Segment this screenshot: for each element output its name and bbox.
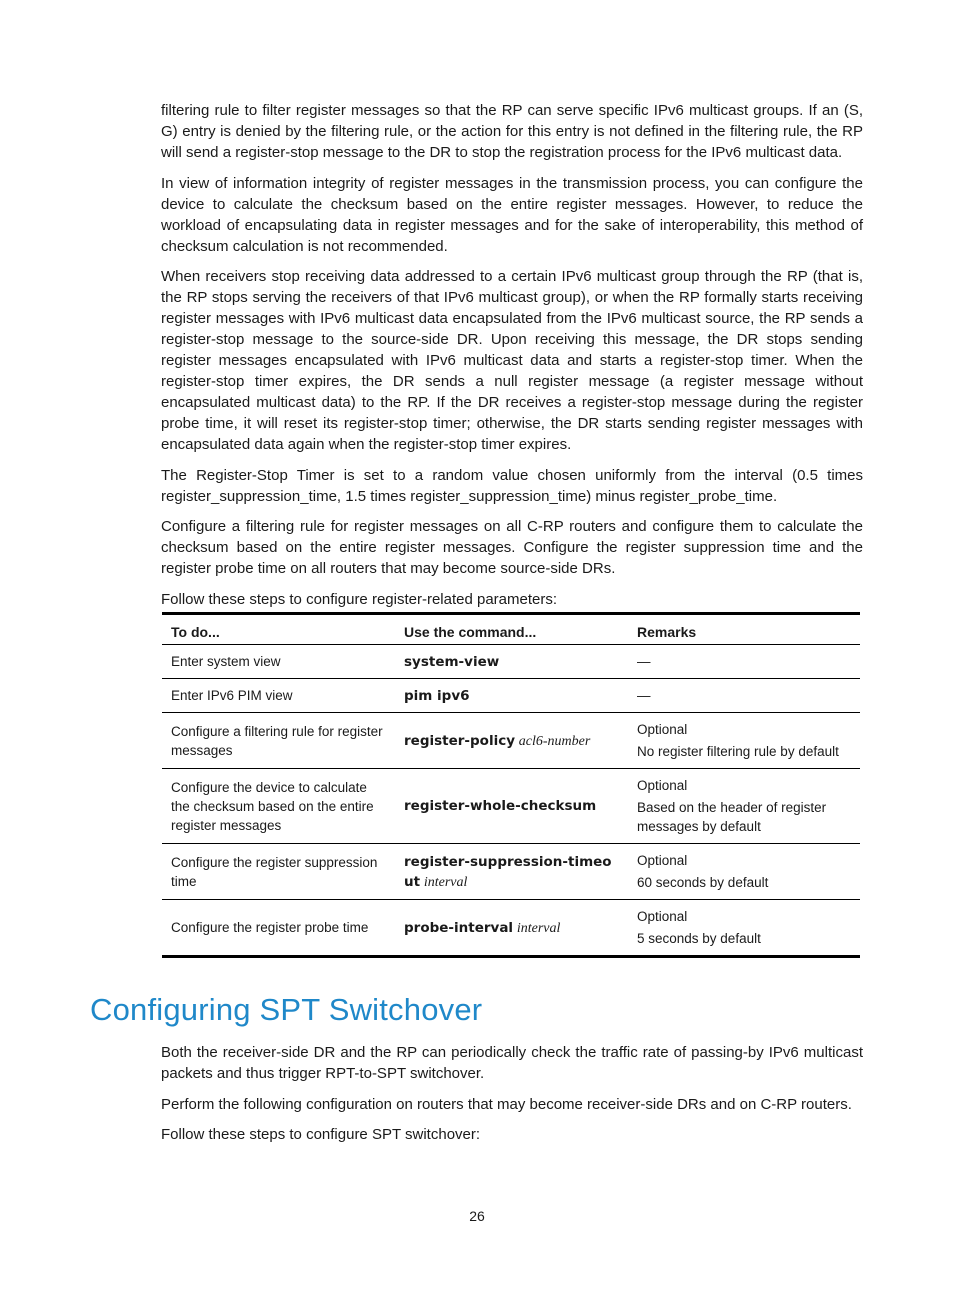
body-text-top (161, 100, 863, 619)
cell-remarks (628, 679, 860, 713)
paragraph: The Register-Stop Timer is set to a random value chosen uniformly from the interval (0.5 times register_suppression_time, 1.5 times register_suppression_time) minus register_probe_time. (161, 466, 863, 505)
column-header-remarks: Remarks (628, 614, 860, 645)
cell-remarks (628, 844, 860, 900)
remark-text: Optional (637, 853, 688, 868)
cell-remarks (628, 900, 860, 957)
remark-text: 5 seconds by default (637, 931, 761, 946)
cell-todo: Enter IPv6 PIM view (162, 679, 395, 713)
command-argument: interval (423, 874, 468, 890)
command-keyword: register-suppression-timeout (404, 853, 612, 890)
cell-todo: Configure the device to calculate the checksum based on the entire register messages (162, 769, 395, 844)
cell-command (395, 844, 628, 900)
cell-todo: Configure the register probe time (171, 920, 369, 935)
paragraph: Both the receiver-side DR and the RP can periodically check the traffic rate of passing-by IPv6 multicast packets and thus trigger RPT-to-SPT switchover. (161, 1044, 863, 1082)
table-row (162, 844, 860, 900)
remark-text: — (637, 654, 651, 669)
table-row (162, 645, 860, 679)
table-intro: Follow these steps to configure register-related parameters: (161, 590, 558, 608)
cell-remarks (628, 645, 860, 679)
paragraph: Configure a filtering rule for register messages on all C-RP routers and configure them to calculate the checksum based on the entire register messages. Configure the register suppression time and the register probe time on all routers that may become source-side DRs. (161, 518, 863, 577)
remark-text: No register filtering rule by default (637, 744, 839, 759)
command-argument: interval (516, 920, 561, 936)
section-heading: Configuring SPT Switchover (90, 992, 483, 1027)
paragraph: Perform the following configuration on routers that may become receiver-side DRs and on C-RP routers. (161, 1095, 852, 1113)
remark-text: — (637, 688, 651, 703)
command-keyword: system-view (404, 653, 500, 670)
remark-text: Optional (637, 909, 688, 924)
cell-todo: Configure the register suppression time (162, 844, 395, 900)
cell-todo: Enter system view (162, 645, 395, 679)
remark-text: Based on the header of register messages by default (637, 800, 827, 834)
cell-command (395, 679, 628, 713)
paragraph: filtering rule to filter register messages so that the RP can serve specific IPv6 multicast groups. If an (S, G) entry is denied by the filtering rule, or the action for this entry is not defined in the filtering rule, the RP will send a register-stop message to the DR to stop the registration process for the IPv6 multicast data. (161, 102, 863, 161)
cell-remarks (628, 713, 860, 769)
remark-text: Optional (637, 722, 688, 737)
column-header-todo: To do... (162, 614, 395, 645)
command-keyword: probe-interval (404, 919, 514, 936)
cell-command (395, 713, 628, 769)
table-row (162, 900, 860, 957)
cell-command (395, 769, 628, 844)
table-row (162, 713, 860, 769)
command-keyword: register-whole-checksum (404, 798, 597, 814)
paragraph: When receivers stop receiving data addressed to a certain IPv6 multicast group through the RP (that is, the RP stops serving the receivers of that IPv6 multicast group), or when the RP formally starts receiving register messages with IPv6 multicast data encapsulated from the IPv6 multicast source, the RP sends a register-stop message to the source-side DR. Upon receiving this message, the DR stops sending register messages encapsulated with IPv6 multicast data and starts a register-stop timer. When the register-stop timer expires, the DR sends a null register message (a register message without encapsulated multicast data) to the RP. If the DR receives a register-stop message during the register probe time, it will reset its register-stop timer; otherwise, the DR starts sending register messages with encapsulated data again when the register-stop timer expires. (161, 268, 863, 453)
cell-remarks (628, 769, 860, 844)
remark-text: Optional (637, 778, 688, 793)
remark-text: 60 seconds by default (637, 875, 769, 890)
body-text-bottom (161, 1042, 863, 1155)
cell-command (395, 900, 628, 957)
cell-command (395, 645, 628, 679)
command-keyword: register-policy (404, 732, 516, 749)
cell-todo: Configure a filtering rule for register messages (162, 713, 395, 769)
page-number: 26 (469, 1208, 485, 1224)
table-row (162, 769, 860, 844)
command-keyword: pim ipv6 (404, 687, 470, 704)
paragraph: In view of information integrity of register messages in the transmission process, you can configure the device to calculate the checksum based on the entire register messages. However, to reduce the workload of encapsulating data in register messages and for the sake of interoperability, this method of checksum calculation is not recommended. (161, 174, 863, 255)
register-parameters-table (162, 612, 860, 958)
column-header-command: Use the command... (395, 614, 628, 645)
command-argument: acl6-number (518, 733, 591, 749)
paragraph: Follow these steps to configure SPT switchover: (161, 1126, 481, 1143)
table-header-row (162, 614, 860, 645)
table-row (162, 679, 860, 713)
